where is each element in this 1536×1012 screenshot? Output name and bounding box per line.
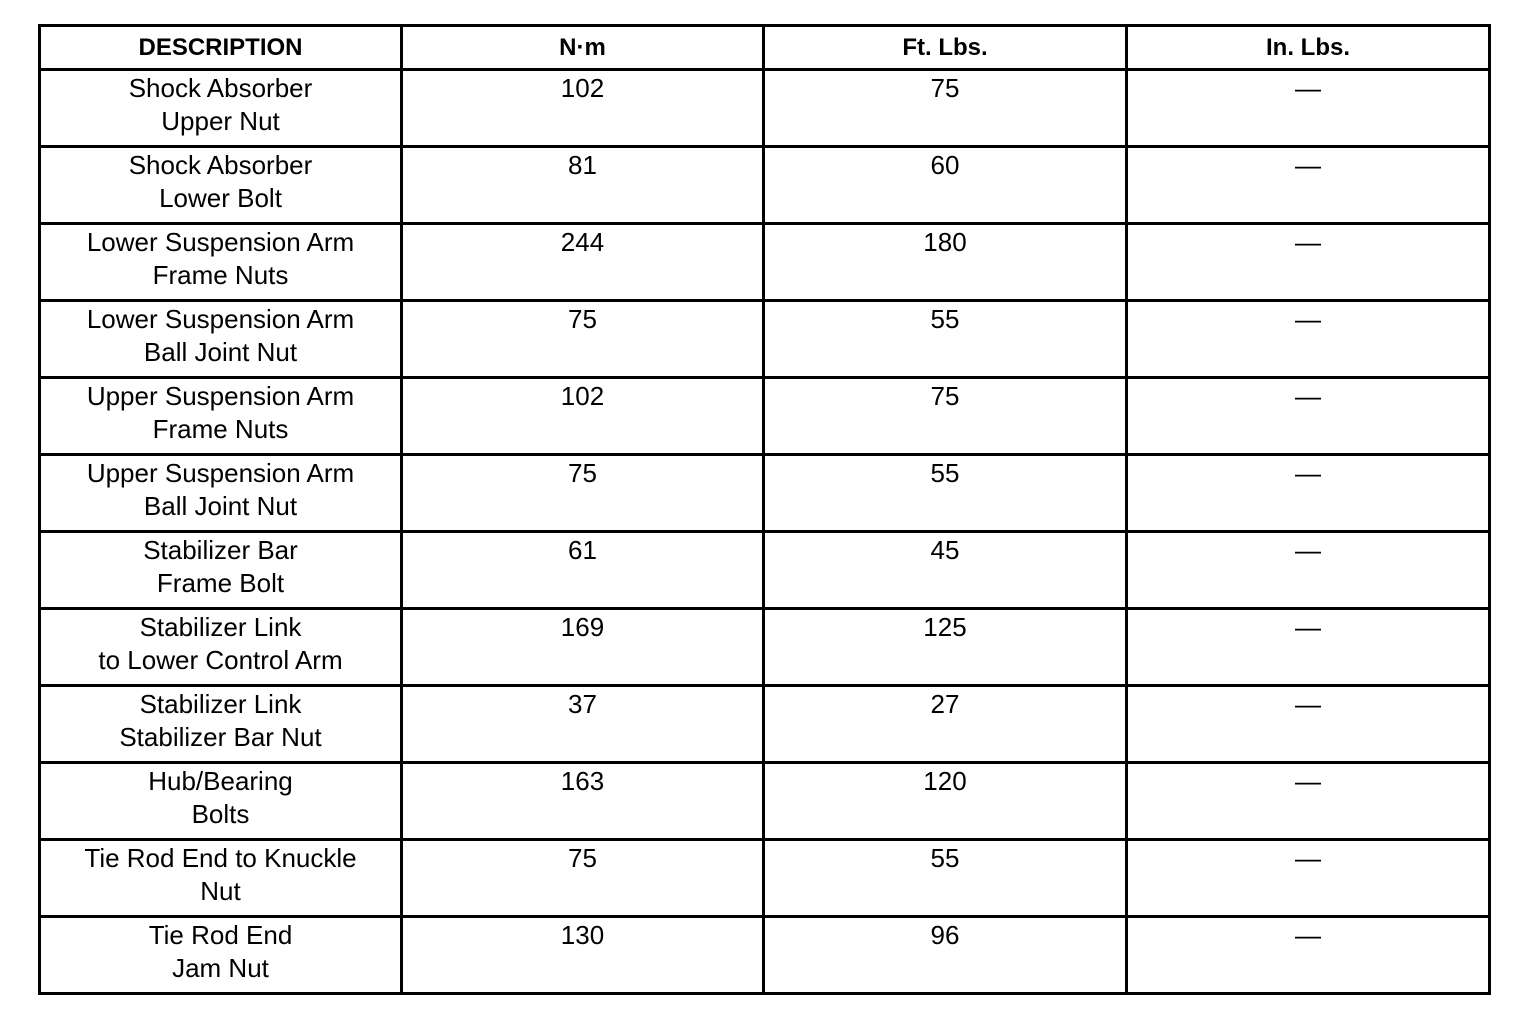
- description-cell: [40, 455, 402, 532]
- description-line: Lower Suspension Arm: [86, 227, 355, 257]
- table-row: [40, 378, 1490, 455]
- description-line: Upper Nut: [161, 106, 280, 136]
- table-row: [40, 147, 1490, 224]
- nm-value-cell: 81: [402, 147, 764, 224]
- description-line: to Lower Control Arm: [98, 645, 343, 675]
- description-line: Frame Nuts: [152, 260, 289, 290]
- ft-lbs-value-cell: 180: [764, 224, 1127, 301]
- ft-lbs-value-cell: 75: [764, 378, 1127, 455]
- in-lbs-value-cell: —: [1127, 840, 1490, 917]
- description-cell: [40, 840, 402, 917]
- ft-lbs-value-cell: 27: [764, 686, 1127, 763]
- nm-value-cell: 244: [402, 224, 764, 301]
- table-row: [40, 532, 1490, 609]
- table-row: [40, 686, 1490, 763]
- table-row: [40, 301, 1490, 378]
- ft-lbs-value-cell: 60: [764, 147, 1127, 224]
- in-lbs-value-cell: —: [1127, 917, 1490, 994]
- in-lbs-value-cell: —: [1127, 532, 1490, 609]
- ft-lbs-value-cell: 55: [764, 455, 1127, 532]
- description-line: Frame Bolt: [156, 568, 285, 598]
- in-lbs-value-cell: —: [1127, 763, 1490, 840]
- header-nm: N·m: [402, 26, 764, 70]
- description-line: Jam Nut: [172, 953, 269, 983]
- ft-lbs-value-cell: 96: [764, 917, 1127, 994]
- nm-value-cell: 75: [402, 455, 764, 532]
- description-cell: [40, 763, 402, 840]
- table-body: [40, 70, 1490, 994]
- description-line: Shock Absorber: [128, 73, 313, 103]
- in-lbs-value-cell: —: [1127, 301, 1490, 378]
- description-cell: [40, 147, 402, 224]
- header-row: [40, 26, 1490, 70]
- description-line: Tie Rod End: [148, 920, 293, 950]
- description-line: Ball Joint Nut: [143, 491, 298, 521]
- description-cell: [40, 70, 402, 147]
- in-lbs-value-cell: —: [1127, 224, 1490, 301]
- ft-lbs-value-cell: 120: [764, 763, 1127, 840]
- nm-value-cell: 102: [402, 70, 764, 147]
- header-description: DESCRIPTION: [40, 26, 402, 70]
- in-lbs-value-cell: —: [1127, 686, 1490, 763]
- nm-value-cell: 169: [402, 609, 764, 686]
- in-lbs-value-cell: —: [1127, 609, 1490, 686]
- header-ft-lbs: Ft. Lbs.: [764, 26, 1127, 70]
- table-row: [40, 70, 1490, 147]
- nm-value-cell: 61: [402, 532, 764, 609]
- description-line: Stabilizer Link: [139, 689, 302, 719]
- description-line: Hub/Bearing: [148, 766, 293, 796]
- ft-lbs-value-cell: 125: [764, 609, 1127, 686]
- table-row: [40, 840, 1490, 917]
- description-line: Lower Suspension Arm: [86, 304, 355, 334]
- description-cell: [40, 301, 402, 378]
- table-row: [40, 917, 1490, 994]
- in-lbs-value-cell: —: [1127, 147, 1490, 224]
- description-line: Lower Bolt: [159, 183, 282, 213]
- nm-value-cell: 130: [402, 917, 764, 994]
- description-cell: [40, 609, 402, 686]
- nm-value-cell: 102: [402, 378, 764, 455]
- description-cell: [40, 686, 402, 763]
- header-in-lbs: In. Lbs.: [1127, 26, 1490, 70]
- description-cell: [40, 532, 402, 609]
- description-line: Frame Nuts: [152, 414, 289, 444]
- ft-lbs-value-cell: 45: [764, 532, 1127, 609]
- description-line: Tie Rod End to Knuckle: [84, 843, 357, 873]
- description-cell: [40, 917, 402, 994]
- nm-value-cell: 163: [402, 763, 764, 840]
- nm-value-cell: 75: [402, 301, 764, 378]
- description-cell: [40, 378, 402, 455]
- description-cell: [40, 224, 402, 301]
- description-line: Shock Absorber: [128, 150, 313, 180]
- nm-value-cell: 37: [402, 686, 764, 763]
- table-row: [40, 763, 1490, 840]
- description-line: Stabilizer Bar Nut: [119, 722, 322, 752]
- description-line: Nut: [200, 876, 241, 906]
- description-line: Upper Suspension Arm: [86, 381, 355, 411]
- in-lbs-value-cell: —: [1127, 455, 1490, 532]
- description-line: Stabilizer Bar: [143, 535, 298, 565]
- table-row: [40, 609, 1490, 686]
- ft-lbs-value-cell: 75: [764, 70, 1127, 147]
- description-line: Ball Joint Nut: [143, 337, 298, 367]
- nm-value-cell: 75: [402, 840, 764, 917]
- description-line: Upper Suspension Arm: [86, 458, 355, 488]
- in-lbs-value-cell: —: [1127, 378, 1490, 455]
- torque-spec-table: [38, 24, 1491, 995]
- ft-lbs-value-cell: 55: [764, 840, 1127, 917]
- table-row: [40, 455, 1490, 532]
- ft-lbs-value-cell: 55: [764, 301, 1127, 378]
- table-row: [40, 224, 1490, 301]
- description-line: Stabilizer Link: [139, 612, 302, 642]
- in-lbs-value-cell: —: [1127, 70, 1490, 147]
- description-line: Bolts: [191, 799, 250, 829]
